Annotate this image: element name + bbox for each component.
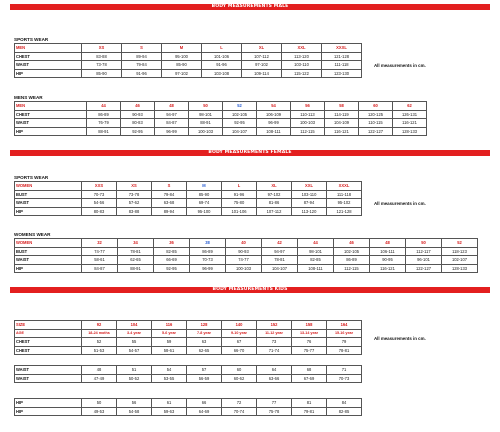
measurement-cell: 54-58 (117, 407, 152, 416)
row-label: HIP (15, 207, 82, 216)
size-header: M (162, 44, 202, 53)
row-label: HIP (15, 264, 82, 273)
measurement-cell: 95-100 (187, 207, 222, 216)
size-header: 60 (359, 102, 393, 111)
measurement-cell: 86-89 (334, 256, 370, 265)
measurement-cell: 95-102 (327, 199, 362, 208)
size-header: S (122, 44, 162, 53)
measurement-cell: 74-77 (226, 256, 262, 265)
measurement-cell: 81-86 (257, 199, 292, 208)
size-header: XS (117, 182, 152, 191)
measurement-cell: 115-122 (282, 69, 322, 78)
measurement-cell: 63-68 (152, 199, 187, 208)
row-label: CHEST (15, 52, 82, 61)
table-row (15, 110, 427, 119)
measurement-cell: 112-117 (406, 247, 442, 256)
measurement-cell: 57 (187, 366, 222, 375)
measurement-cell: 54-57 (117, 346, 152, 355)
measurement-cell: 96-99 (190, 264, 226, 273)
measurement-cell: 49-53 (82, 407, 117, 416)
table-row (15, 374, 362, 383)
row-label: WAIST (15, 256, 82, 265)
measurement-cell: 76 (292, 338, 327, 347)
measurement-cell: 64-69 (187, 407, 222, 416)
size-header: 50 (406, 239, 442, 248)
measurement-note: All measurements in cm. (374, 63, 426, 68)
measurement-cell: 79-84 (152, 190, 187, 199)
male-wear-title: MENS WEAR (14, 95, 43, 100)
measurement-cell: 90-93 (121, 110, 155, 119)
measurement-cell: 52 (82, 338, 117, 347)
size-header: XXS (82, 182, 117, 191)
measurement-cell: 158 (292, 321, 327, 330)
row-label: WAIST (15, 366, 82, 375)
measurement-cell: 11-12 year (257, 329, 292, 338)
size-header: 34 (118, 239, 154, 248)
size-header: M (187, 182, 222, 191)
size-header: 36 (154, 239, 190, 248)
measurement-cell: 102-107 (442, 256, 478, 265)
measurement-cell: 3-4 year (117, 329, 152, 338)
measurement-cell: 128-133 (393, 127, 427, 136)
size-header: XL (257, 182, 292, 191)
measurement-note-kids: All measurements in cm. (374, 336, 426, 341)
table-row (15, 190, 362, 199)
table-row (15, 338, 362, 347)
table-row (15, 127, 427, 136)
measurement-cell: 63-66 (257, 374, 292, 383)
measurement-cell: 74-77 (82, 247, 118, 256)
size-header: S (152, 182, 187, 191)
size-header: 44 (298, 239, 334, 248)
header-label: MEN (15, 102, 87, 111)
measurement-note-female: All measurements in cm. (374, 201, 426, 206)
measurement-cell: 110-115 (359, 119, 393, 128)
measurement-cell: 164 (327, 321, 362, 330)
measurement-cell: 100-103 (226, 264, 262, 273)
measurement-cell: 58-61 (152, 346, 187, 355)
measurement-cell: 73 (257, 338, 292, 347)
measurement-cell: 64 (257, 366, 292, 375)
measurement-cell: 79-81 (292, 407, 327, 416)
measurement-cell: 82-85 (327, 407, 362, 416)
measurement-cell: 94-97 (155, 110, 189, 119)
table-row (15, 199, 362, 208)
measurement-cell: 95-100 (162, 52, 202, 61)
measurement-cell: 96-101 (406, 256, 442, 265)
measurement-cell: 73-78 (82, 61, 122, 70)
size-header: XXL (292, 182, 327, 191)
measurement-cell: 77 (257, 399, 292, 408)
size-header: 58 (325, 102, 359, 111)
size-header: XL (242, 44, 282, 53)
measurement-cell: 108-111 (298, 264, 334, 273)
measurement-cell: 100-103 (291, 119, 325, 128)
measurement-cell: 79 (327, 338, 362, 347)
measurement-cell: 104 (117, 321, 152, 330)
measurement-cell: 79-84 (122, 61, 162, 70)
table-row (15, 69, 362, 78)
measurement-cell: 100-103 (189, 127, 223, 136)
measurement-cell: 70-74 (222, 407, 257, 416)
measurement-cell: 108-111 (257, 127, 291, 136)
measurement-cell: 78-81 (327, 346, 362, 355)
measurement-cell: 140 (222, 321, 257, 330)
size-header: L (202, 44, 242, 53)
measurement-cell: 104-107 (223, 127, 257, 136)
measurement-cell: 92-95 (223, 119, 257, 128)
size-header: XS (82, 44, 122, 53)
measurement-cell: 128 (187, 321, 222, 330)
measurement-cell: 107-112 (257, 207, 292, 216)
size-header: XXL (282, 44, 322, 53)
measurement-cell: 112-115 (334, 264, 370, 273)
measurement-cell: 113-120 (282, 52, 322, 61)
measurement-cell: 67 (222, 338, 257, 347)
measurement-cell: 116-121 (325, 127, 359, 136)
size-header: 44 (87, 102, 121, 111)
measurement-cell: 88-91 (118, 264, 154, 273)
measurement-cell: 102-105 (223, 110, 257, 119)
measurement-cell: 50-52 (117, 374, 152, 383)
kids-chest-table (14, 320, 362, 355)
measurement-cell: 62-65 (187, 346, 222, 355)
header-row (15, 239, 478, 248)
measurement-cell: 103-108 (202, 69, 242, 78)
measurement-cell: 75-77 (292, 346, 327, 355)
measurement-cell: 66-70 (222, 346, 257, 355)
table-row (15, 399, 362, 408)
measurement-cell: 55 (117, 338, 152, 347)
measurement-cell: 56 (117, 399, 152, 408)
table-row (15, 264, 478, 273)
row-label: CHEST (15, 346, 82, 355)
measurement-cell: 53-55 (152, 374, 187, 383)
row-label: AGE (15, 329, 82, 338)
measurement-cell: 68 (292, 366, 327, 375)
measurement-cell: 66 (187, 399, 222, 408)
measurement-cell: 5-6 year (152, 329, 187, 338)
measurement-cell: 86-89 (190, 247, 226, 256)
measurement-cell: 120-125 (359, 110, 393, 119)
measurement-cell: 82-85 (154, 247, 190, 256)
measurement-cell: 67-69 (292, 374, 327, 383)
header-label: WOMEN (15, 182, 82, 191)
measurement-cell: 56-59 (187, 374, 222, 383)
kids-hip-table (14, 398, 362, 416)
measurement-cell: 80-83 (121, 119, 155, 128)
measurement-cell: 92-95 (121, 127, 155, 136)
measurement-cell: 107-112 (242, 52, 282, 61)
male-sports-table (14, 43, 362, 78)
measurement-cell: 66-69 (154, 256, 190, 265)
measurement-cell: 18-24 moths (82, 329, 117, 338)
measurement-cell: 91-96 (222, 190, 257, 199)
measurement-cell: 69-74 (187, 199, 222, 208)
measurement-cell: 76-79 (87, 119, 121, 128)
measurement-cell: 87-94 (292, 199, 327, 208)
size-header: 46 (121, 102, 155, 111)
measurement-cell: 85-90 (187, 190, 222, 199)
section-title-male: BODY MEASUREMENTS MALE (10, 4, 490, 10)
measurement-cell: 75-80 (222, 199, 257, 208)
size-header: 52 (223, 102, 257, 111)
female-sports-table (14, 181, 362, 216)
male-wear-table (14, 101, 427, 136)
table-row (15, 256, 478, 265)
measurement-cell: 13-14 year (292, 329, 327, 338)
row-label: WAIST (15, 199, 82, 208)
measurement-cell: 60-62 (222, 374, 257, 383)
measurement-cell: 88-91 (189, 119, 223, 128)
measurement-cell: 73-78 (117, 190, 152, 199)
measurement-cell: 122-127 (359, 127, 393, 136)
measurement-cell: 86-89 (87, 110, 121, 119)
size-header-row (15, 321, 362, 330)
header-row (15, 44, 362, 53)
row-label: WAIST (15, 61, 82, 70)
measurement-cell: 103-110 (292, 190, 327, 199)
measurement-cell: 121-128 (327, 207, 362, 216)
measurement-cell: 54 (152, 366, 187, 375)
table-row (15, 247, 478, 256)
measurement-cell: 126-131 (393, 110, 427, 119)
measurement-cell: 63 (187, 338, 222, 347)
male-sports-title: SPORTS WEAR (14, 37, 49, 42)
measurement-cell: 84-87 (82, 264, 118, 273)
size-header: 52 (442, 239, 478, 248)
measurement-cell: 89-94 (152, 207, 187, 216)
measurement-cell: 128-133 (442, 264, 478, 273)
measurement-cell: 71-74 (257, 346, 292, 355)
measurement-cell: 101-106 (202, 52, 242, 61)
measurement-cell: 58-61 (82, 256, 118, 265)
measurement-cell: 82-85 (298, 256, 334, 265)
measurement-cell: 62-65 (118, 256, 154, 265)
size-header: 50 (189, 102, 223, 111)
measurement-cell: 97-102 (242, 61, 282, 70)
measurement-cell: 92-95 (154, 264, 190, 273)
size-header: 62 (393, 102, 427, 111)
measurement-cell: 85-90 (162, 61, 202, 70)
measurement-cell: 71 (327, 366, 362, 375)
section-title-female: BODY MEASUREMENTS FEMALE (10, 150, 490, 156)
row-label: HIP (15, 69, 82, 78)
measurement-cell: 101-106 (222, 207, 257, 216)
measurement-cell: 106-109 (257, 110, 291, 119)
measurement-cell: 110-113 (291, 110, 325, 119)
measurement-cell: 103-110 (282, 61, 322, 70)
row-label: BUST (15, 247, 82, 256)
measurement-cell: 109-114 (242, 69, 282, 78)
measurement-cell: 70-73 (327, 374, 362, 383)
kids-waist-table (14, 365, 362, 383)
section-title-kids: BODY MEASUREMENTS KIDS (10, 287, 490, 293)
measurement-cell: 89-94 (122, 52, 162, 61)
header-label: MEN (15, 44, 82, 53)
header-label: WOMEN (15, 239, 82, 248)
measurement-cell: 61 (152, 399, 187, 408)
measurement-cell: 75-78 (257, 407, 292, 416)
measurement-cell: 59 (152, 338, 187, 347)
measurement-cell: 97-102 (162, 69, 202, 78)
measurement-cell: 116-121 (370, 264, 406, 273)
measurement-cell: 85-90 (82, 69, 122, 78)
measurement-cell: 50 (82, 399, 117, 408)
size-header: XXXL (322, 44, 362, 53)
size-header: 46 (334, 239, 370, 248)
measurement-cell: 97-102 (257, 190, 292, 199)
measurement-cell: 92 (82, 321, 117, 330)
measurement-cell: 54-56 (82, 199, 117, 208)
measurement-cell: 116-121 (393, 119, 427, 128)
measurement-cell: 84 (327, 399, 362, 408)
measurement-cell: 113-120 (292, 207, 327, 216)
measurement-cell: 106-111 (370, 247, 406, 256)
table-row (15, 52, 362, 61)
measurement-cell: 122-127 (406, 264, 442, 273)
row-label: HIP (15, 407, 82, 416)
measurement-cell: 111-118 (327, 190, 362, 199)
row-label: WAIST (15, 374, 82, 383)
table-row (15, 407, 362, 416)
measurement-cell: 47-49 (82, 374, 117, 383)
measurement-cell: 78-81 (118, 247, 154, 256)
measurement-cell: 51-53 (82, 346, 117, 355)
measurement-cell: 88-91 (87, 127, 121, 136)
measurement-cell: 114-119 (325, 110, 359, 119)
measurement-cell: 7-8 year (187, 329, 222, 338)
row-label: BUST (15, 190, 82, 199)
measurement-cell: 84-87 (155, 119, 189, 128)
measurement-cell: 72 (222, 399, 257, 408)
header-row (15, 182, 362, 191)
size-header: 54 (257, 102, 291, 111)
measurement-cell: 48 (82, 366, 117, 375)
measurement-cell: 83-88 (117, 207, 152, 216)
table-row (15, 346, 362, 355)
measurement-cell: 60 (222, 366, 257, 375)
measurement-cell: 111-118 (322, 61, 362, 70)
age-header-row (15, 329, 362, 338)
row-label: HIP (15, 399, 82, 408)
size-header: 32 (82, 239, 118, 248)
row-label: HIP (15, 127, 87, 136)
row-label: WAIST (15, 119, 87, 128)
measurement-cell: 121-128 (322, 52, 362, 61)
measurement-cell: 91-96 (202, 61, 242, 70)
size-header: 48 (155, 102, 189, 111)
measurement-cell: 83-88 (82, 52, 122, 61)
size-header: 40 (226, 239, 262, 248)
measurement-cell: 70-73 (82, 190, 117, 199)
female-wear-table (14, 238, 478, 273)
table-row (15, 207, 362, 216)
measurement-cell: 104-109 (325, 119, 359, 128)
size-header: 42 (262, 239, 298, 248)
table-row (15, 366, 362, 375)
female-sports-title: SPORTS WEAR (14, 175, 49, 180)
size-header: L (222, 182, 257, 191)
measurement-cell: 152 (257, 321, 292, 330)
measurement-cell: 98-101 (189, 110, 223, 119)
measurement-cell: 102-105 (334, 247, 370, 256)
measurement-cell: 96-99 (155, 127, 189, 136)
row-label: CHEST (15, 338, 82, 347)
measurement-cell: 104-107 (262, 264, 298, 273)
measurement-cell: 112-115 (291, 127, 325, 136)
row-label: SIZE (15, 321, 82, 330)
measurement-cell: 98-101 (298, 247, 334, 256)
female-wear-title: WOMENS WEAR (14, 232, 51, 237)
measurement-cell: 59-63 (152, 407, 187, 416)
measurement-cell: 80-83 (82, 207, 117, 216)
measurement-cell: 15-16 year (327, 329, 362, 338)
table-row (15, 61, 362, 70)
measurement-cell: 91-96 (122, 69, 162, 78)
measurement-cell: 81 (292, 399, 327, 408)
measurement-cell: 70-73 (190, 256, 226, 265)
size-header: 38 (190, 239, 226, 248)
measurement-cell: 118-123 (442, 247, 478, 256)
table-row (15, 119, 427, 128)
measurement-cell: 94-97 (262, 247, 298, 256)
size-header: XXXL (327, 182, 362, 191)
row-label: CHEST (15, 110, 87, 119)
measurement-cell: 78-81 (262, 256, 298, 265)
measurement-cell: 116 (152, 321, 187, 330)
measurement-cell: 57-62 (117, 199, 152, 208)
header-row (15, 102, 427, 111)
size-header: 48 (370, 239, 406, 248)
measurement-cell: 9-10 year (222, 329, 257, 338)
measurement-cell: 123-130 (322, 69, 362, 78)
measurement-cell: 90-95 (370, 256, 406, 265)
size-header: 56 (291, 102, 325, 111)
measurement-cell: 51 (117, 366, 152, 375)
measurement-cell: 96-99 (257, 119, 291, 128)
measurement-cell: 90-93 (226, 247, 262, 256)
